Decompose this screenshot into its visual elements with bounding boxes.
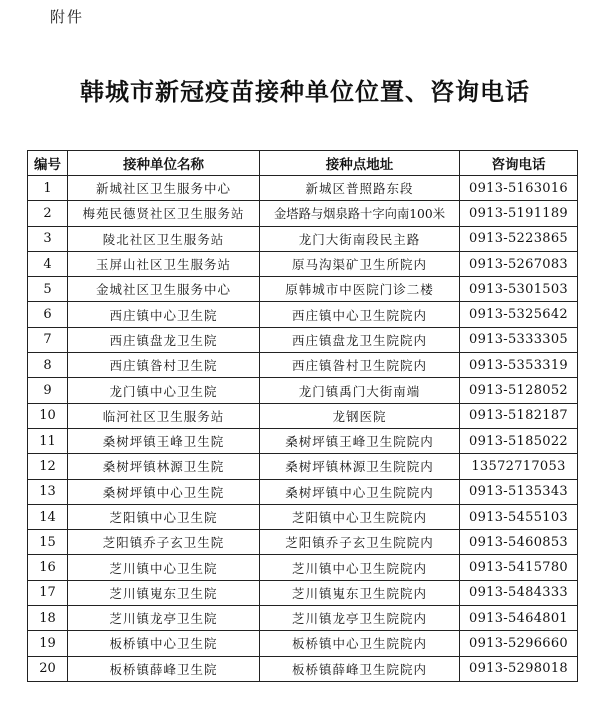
table-row [28, 454, 578, 479]
row-number: 16 [28, 555, 68, 580]
site-address: 板桥镇薛峰卫生院院内 [260, 656, 460, 681]
site-address: 桑树坪镇林源卫生院院内 [260, 454, 460, 479]
site-name: 玉屏山社区卫生服务站 [68, 251, 260, 276]
row-number: 1 [28, 176, 68, 201]
phone-number: 13572717053 [460, 454, 578, 479]
table-row [28, 327, 578, 352]
site-address: 芝阳镇乔子玄卫生院院内 [260, 530, 460, 555]
table-row [28, 606, 578, 631]
table-row [28, 378, 578, 403]
table-row [28, 656, 578, 681]
table-row [28, 555, 578, 580]
site-name: 板桥镇中心卫生院 [68, 631, 260, 656]
site-address: 新城区普照路东段 [260, 176, 460, 201]
site-name: 金城社区卫生服务中心 [68, 277, 260, 302]
row-number: 10 [28, 403, 68, 428]
site-address: 桑树坪镇王峰卫生院院内 [260, 428, 460, 453]
row-number: 3 [28, 226, 68, 251]
vaccination-sites-table [27, 150, 578, 682]
site-address: 西庄镇中心卫生院院内 [260, 302, 460, 327]
row-number: 8 [28, 353, 68, 378]
site-name: 板桥镇薛峰卫生院 [68, 656, 260, 681]
row-number: 11 [28, 428, 68, 453]
phone-number: 0913-5135343 [460, 479, 578, 504]
site-name: 芝川镇嵬东卫生院 [68, 580, 260, 605]
site-address: 芝川镇嵬东卫生院院内 [260, 580, 460, 605]
table-row [28, 251, 578, 276]
site-name: 桑树坪镇中心卫生院 [68, 479, 260, 504]
table-row [28, 302, 578, 327]
site-name: 西庄镇昝村卫生院 [68, 353, 260, 378]
site-address: 芝阳镇中心卫生院院内 [260, 504, 460, 529]
phone-number: 0913-5484333 [460, 580, 578, 605]
site-address: 西庄镇昝村卫生院院内 [260, 353, 460, 378]
site-address: 桑树坪镇中心卫生院院内 [260, 479, 460, 504]
table-row [28, 201, 578, 226]
site-name: 芝阳镇中心卫生院 [68, 504, 260, 529]
table-row [28, 277, 578, 302]
site-address: 芝川镇龙亭卫生院院内 [260, 606, 460, 631]
table-row [28, 479, 578, 504]
table-row [28, 530, 578, 555]
site-name: 龙门镇中心卫生院 [68, 378, 260, 403]
row-number: 13 [28, 479, 68, 504]
row-number: 17 [28, 580, 68, 605]
site-name: 梅苑民德贤社区卫生服务站 [68, 201, 260, 226]
phone-number: 0913-5296660 [460, 631, 578, 656]
phone-number: 0913-5415780 [460, 555, 578, 580]
site-name: 桑树坪镇林源卫生院 [68, 454, 260, 479]
row-number: 6 [28, 302, 68, 327]
site-address: 龙门镇禹门大街南端 [260, 378, 460, 403]
table-row [28, 226, 578, 251]
header-address: 接种点地址 [260, 151, 460, 176]
site-address: 龙门大街南段民主路 [260, 226, 460, 251]
phone-number: 0913-5464801 [460, 606, 578, 631]
header-site-name: 接种单位名称 [68, 151, 260, 176]
site-name: 芝川镇龙亭卫生院 [68, 606, 260, 631]
row-number: 2 [28, 201, 68, 226]
phone-number: 0913-5191189 [460, 201, 578, 226]
phone-number: 0913-5325642 [460, 302, 578, 327]
phone-number: 0913-5223865 [460, 226, 578, 251]
row-number: 14 [28, 504, 68, 529]
site-address: 西庄镇盘龙卫生院院内 [260, 327, 460, 352]
site-name: 西庄镇中心卫生院 [68, 302, 260, 327]
site-name: 新城社区卫生服务中心 [68, 176, 260, 201]
table-row [28, 403, 578, 428]
row-number: 5 [28, 277, 68, 302]
site-address: 芝川镇中心卫生院院内 [260, 555, 460, 580]
table-row [28, 428, 578, 453]
phone-number: 0913-5333305 [460, 327, 578, 352]
phone-number: 0913-5460853 [460, 530, 578, 555]
table-row [28, 631, 578, 656]
row-number: 15 [28, 530, 68, 555]
phone-number: 0913-5185022 [460, 428, 578, 453]
row-number: 9 [28, 378, 68, 403]
page-title: 韩城市新冠疫苗接种单位位置、咨询电话 [80, 78, 530, 106]
table-header-row [28, 151, 578, 176]
phone-number: 0913-5267083 [460, 251, 578, 276]
row-number: 7 [28, 327, 68, 352]
site-address: 板桥镇中心卫生院院内 [260, 631, 460, 656]
row-number: 20 [28, 656, 68, 681]
table-row [28, 176, 578, 201]
site-address: 原马沟渠矿卫生所院内 [260, 251, 460, 276]
site-name: 桑树坪镇王峰卫生院 [68, 428, 260, 453]
site-address: 金塔路与烟泉路十字向南100米 [260, 201, 460, 226]
header-number: 编号 [28, 151, 68, 176]
site-address: 龙钢医院 [260, 403, 460, 428]
phone-number: 0913-5455103 [460, 504, 578, 529]
site-address: 原韩城市中医院门诊二楼 [260, 277, 460, 302]
row-number: 19 [28, 631, 68, 656]
phone-number: 0913-5163016 [460, 176, 578, 201]
site-name: 芝川镇中心卫生院 [68, 555, 260, 580]
header-phone: 咨询电话 [460, 151, 578, 176]
phone-number: 0913-5128052 [460, 378, 578, 403]
phone-number: 0913-5301503 [460, 277, 578, 302]
row-number: 12 [28, 454, 68, 479]
attachment-label: 附件 [50, 8, 85, 26]
phone-number: 0913-5298018 [460, 656, 578, 681]
site-name: 西庄镇盘龙卫生院 [68, 327, 260, 352]
site-name: 临河社区卫生服务站 [68, 403, 260, 428]
phone-number: 0913-5353319 [460, 353, 578, 378]
row-number: 18 [28, 606, 68, 631]
site-name: 陵北社区卫生服务站 [68, 226, 260, 251]
table-row [28, 353, 578, 378]
site-name: 芝阳镇乔子玄卫生院 [68, 530, 260, 555]
row-number: 4 [28, 251, 68, 276]
table-row [28, 580, 578, 605]
phone-number: 0913-5182187 [460, 403, 578, 428]
table-row [28, 504, 578, 529]
